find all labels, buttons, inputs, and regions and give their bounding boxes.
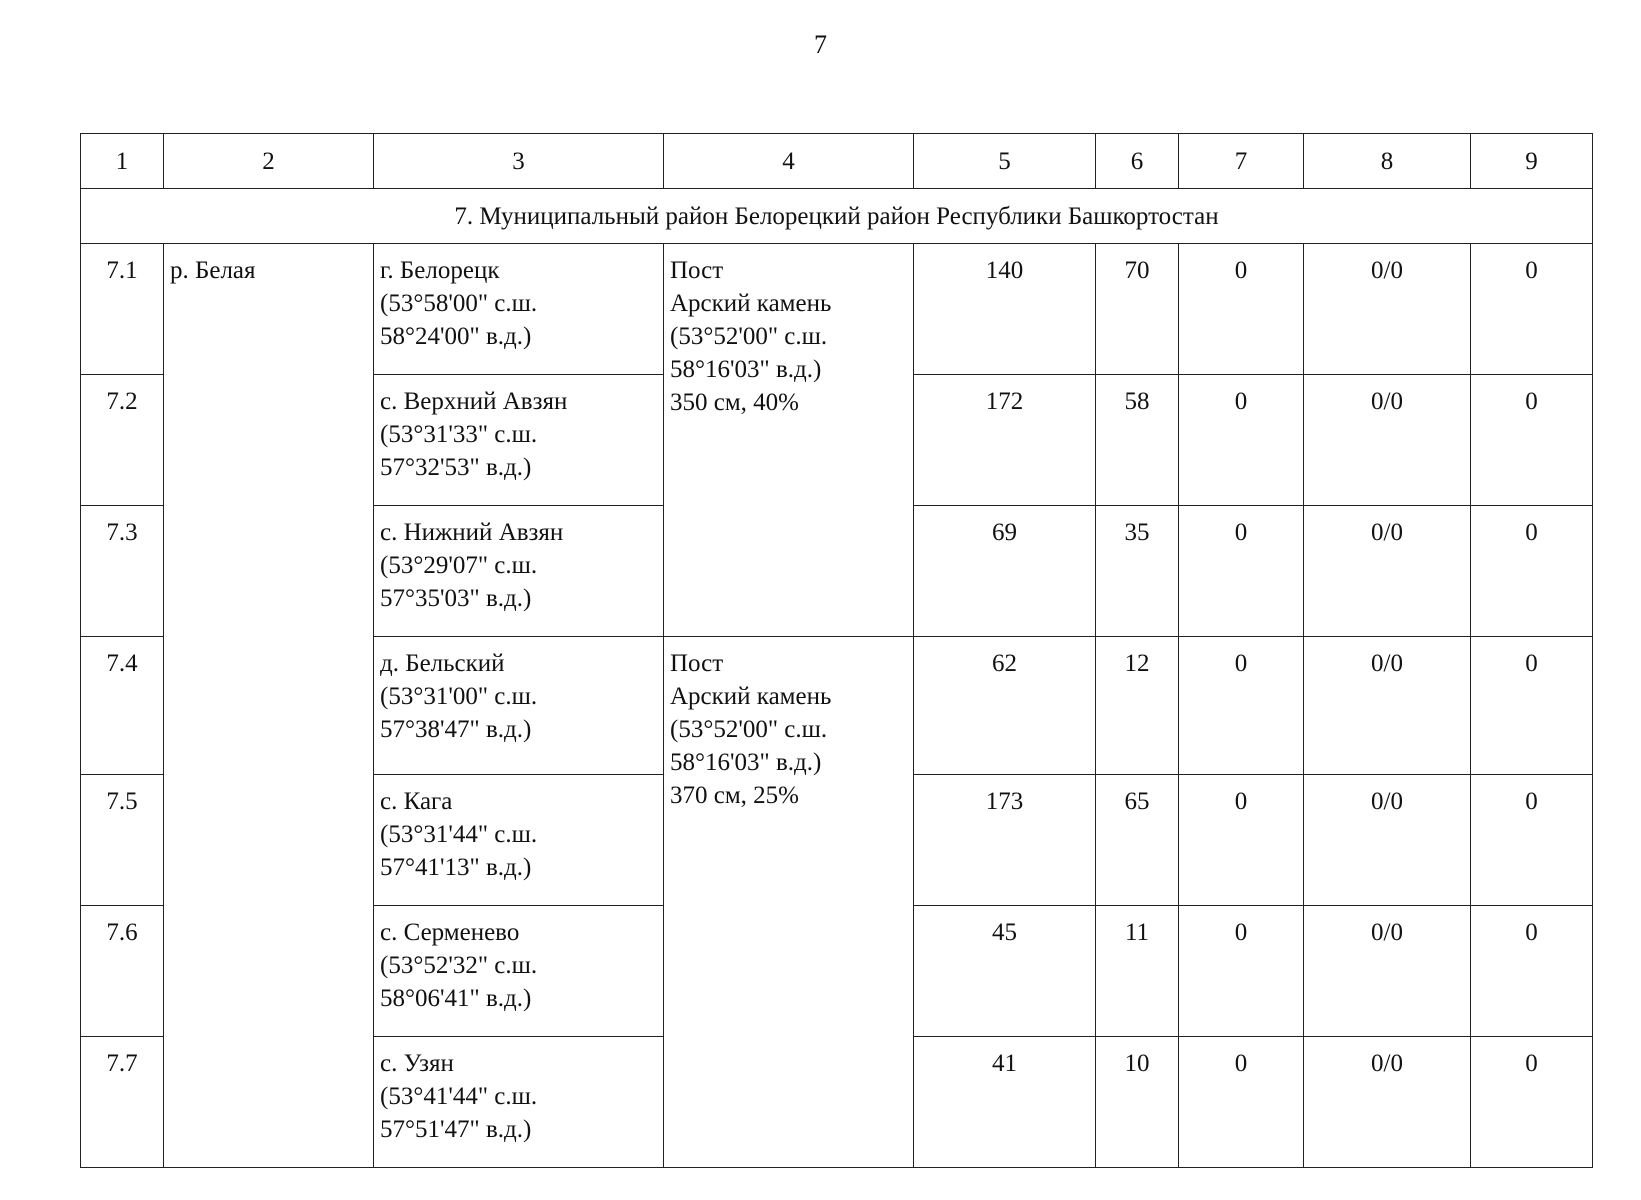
cell-col6: 10 <box>1096 1037 1179 1168</box>
cell-col5: 172 <box>914 375 1096 506</box>
settlement-lon: 57°41'13" в.д.) <box>380 854 532 881</box>
river-name: р. Белая <box>164 244 374 1168</box>
hydro-table <box>80 133 1593 1168</box>
cell-col5: 45 <box>914 906 1096 1037</box>
post-line: Пост <box>670 257 724 284</box>
column-number: 5 <box>914 134 1096 189</box>
settlement-lon: 57°38'47" в.д.) <box>380 716 532 743</box>
cell-col7: 0 <box>1179 906 1304 1037</box>
settlement-name: с. Кага <box>380 788 453 815</box>
settlement-lat: (53°31'00" с.ш. <box>380 683 538 710</box>
cell-col7: 0 <box>1179 375 1304 506</box>
cell-col7: 0 <box>1179 244 1304 375</box>
row-number: 7.5 <box>81 775 164 906</box>
post-line: 370 см, 25% <box>670 782 799 809</box>
cell-col9: 0 <box>1471 637 1593 775</box>
column-number-row <box>81 134 1593 189</box>
cell-col8: 0/0 <box>1304 775 1471 906</box>
cell-col9: 0 <box>1471 244 1593 375</box>
cell-col5: 41 <box>914 1037 1096 1168</box>
cell-col9: 0 <box>1471 375 1593 506</box>
settlement-name: с. Узян <box>380 1050 454 1077</box>
cell-col9: 0 <box>1471 775 1593 906</box>
settlement-lon: 57°32'53" в.д.) <box>380 454 532 481</box>
section-row <box>81 189 1593 244</box>
column-number: 9 <box>1471 134 1593 189</box>
row-number: 7.2 <box>81 375 164 506</box>
column-number: 8 <box>1304 134 1471 189</box>
settlement-lat: (53°52'32" с.ш. <box>380 952 538 979</box>
settlement-lon: 57°51'47" в.д.) <box>380 1116 532 1143</box>
post-line: (53°52'00" с.ш. <box>670 716 828 743</box>
section-title: 7. Муниципальный район Белорецкий район Республики Башкортостан <box>81 189 1593 244</box>
settlement-cell <box>374 906 664 1037</box>
settlement-cell <box>374 775 664 906</box>
post-cell <box>664 244 914 637</box>
settlement-name: г. Белорецк <box>380 257 500 284</box>
cell-col6: 35 <box>1096 506 1179 637</box>
post-line: 350 см, 40% <box>670 389 799 416</box>
table-row <box>81 244 1593 375</box>
row-number: 7.1 <box>81 244 164 375</box>
cell-col5: 69 <box>914 506 1096 637</box>
cell-col7: 0 <box>1179 637 1304 775</box>
row-number: 7.4 <box>81 637 164 775</box>
row-number: 7.7 <box>81 1037 164 1168</box>
cell-col8: 0/0 <box>1304 637 1471 775</box>
post-line: Арский камень <box>670 683 832 710</box>
cell-col9: 0 <box>1471 1037 1593 1168</box>
cell-col7: 0 <box>1179 506 1304 637</box>
settlement-name: с. Верхний Авзян <box>380 388 568 415</box>
cell-col6: 11 <box>1096 906 1179 1037</box>
cell-col8: 0/0 <box>1304 906 1471 1037</box>
row-number: 7.6 <box>81 906 164 1037</box>
cell-col9: 0 <box>1471 906 1593 1037</box>
settlement-cell <box>374 244 664 375</box>
page-number: 7 <box>814 30 827 59</box>
cell-col5: 140 <box>914 244 1096 375</box>
settlement-name: с. Нижний Авзян <box>380 519 564 546</box>
settlement-name: с. Серменево <box>380 919 520 946</box>
cell-col7: 0 <box>1179 775 1304 906</box>
post-line: 58°16'03" в.д.) <box>670 356 822 383</box>
cell-col8: 0/0 <box>1304 244 1471 375</box>
cell-col6: 70 <box>1096 244 1179 375</box>
settlement-lat: (53°29'07" с.ш. <box>380 552 538 579</box>
column-number: 7 <box>1179 134 1304 189</box>
row-number: 7.3 <box>81 506 164 637</box>
post-line: 58°16'03" в.д.) <box>670 749 822 776</box>
settlement-lat: (53°58'00" с.ш. <box>380 290 538 317</box>
settlement-cell <box>374 375 664 506</box>
settlement-lon: 58°06'41" в.д.) <box>380 985 532 1012</box>
cell-col8: 0/0 <box>1304 1037 1471 1168</box>
cell-col8: 0/0 <box>1304 375 1471 506</box>
post-line: (53°52'00" с.ш. <box>670 323 828 350</box>
settlement-cell <box>374 637 664 775</box>
post-line: Арский камень <box>670 290 832 317</box>
column-number: 1 <box>81 134 164 189</box>
cell-col6: 65 <box>1096 775 1179 906</box>
cell-col5: 173 <box>914 775 1096 906</box>
settlement-lat: (53°31'44" с.ш. <box>380 821 538 848</box>
cell-col9: 0 <box>1471 506 1593 637</box>
cell-col7: 0 <box>1179 1037 1304 1168</box>
settlement-cell <box>374 1037 664 1168</box>
post-line: Пост <box>670 650 724 677</box>
post-cell <box>664 637 914 1168</box>
cell-col5: 62 <box>914 637 1096 775</box>
cell-col6: 12 <box>1096 637 1179 775</box>
settlement-cell <box>374 506 664 637</box>
column-number: 4 <box>664 134 914 189</box>
settlement-lat: (53°41'44" с.ш. <box>380 1083 538 1110</box>
cell-col6: 58 <box>1096 375 1179 506</box>
settlement-lon: 57°35'03" в.д.) <box>380 585 532 612</box>
column-number: 6 <box>1096 134 1179 189</box>
settlement-name: д. Бельский <box>380 650 505 677</box>
column-number: 3 <box>374 134 664 189</box>
settlement-lat: (53°31'33" с.ш. <box>380 421 538 448</box>
settlement-lon: 58°24'00" в.д.) <box>380 323 532 350</box>
cell-col8: 0/0 <box>1304 506 1471 637</box>
column-number: 2 <box>164 134 374 189</box>
